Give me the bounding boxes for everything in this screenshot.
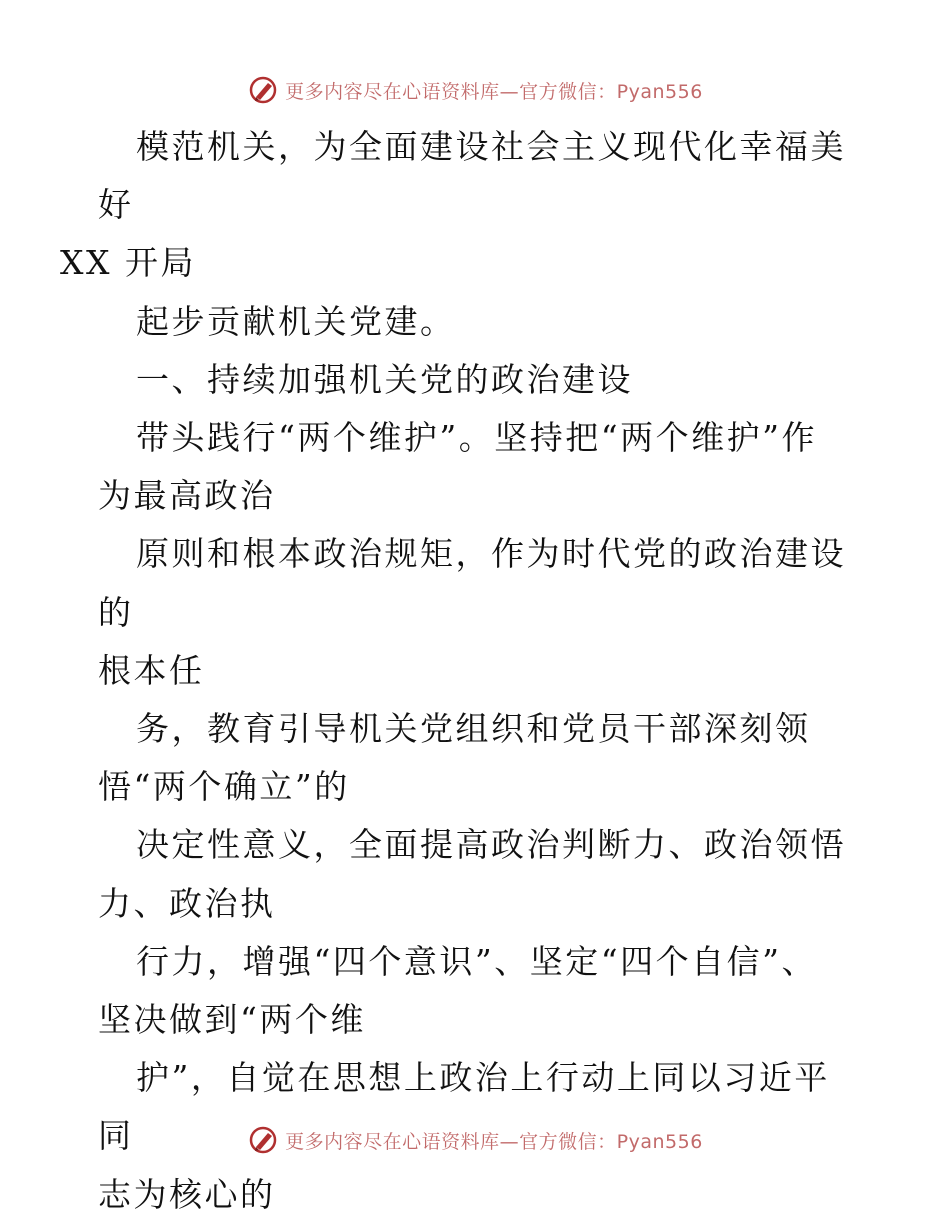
paragraph (98, 293, 858, 351)
text-line: 一、持续加强机关党的政治建设 (136, 359, 633, 399)
document-body (60, 118, 858, 1224)
paragraph (98, 816, 858, 932)
watermark-text: 更多内容尽在心语资料库—官方微信：Pyan556 (285, 80, 703, 103)
footer-watermark (0, 1120, 950, 1160)
text-line: 力、政治执 (98, 883, 276, 923)
text-line: 带头践行“两个维护”。坚持把“两个维护”作 (136, 418, 817, 458)
header-watermark (0, 70, 950, 110)
text-line: 行力，增强“四个意识”、坚定“四个自信”、 (136, 941, 817, 981)
text-line: 决定性意义，全面提高政治判断力、政治领悟 (136, 825, 846, 865)
text-line: 务，教育引导机关党组织和党员干部深刻领 (136, 709, 811, 749)
paragraph (98, 700, 858, 816)
text-line: 护”，自觉在思想上政治上行动上同以习近平同 (98, 1058, 830, 1156)
text-line: 模范机关，为全面建设社会主义现代化幸福美好 (98, 127, 846, 225)
text-line: 志为核心的 (98, 1174, 276, 1214)
section-heading (98, 351, 858, 409)
text-line: 坚决做到“两个维 (98, 1000, 366, 1040)
pen-circle-logo-icon (247, 1124, 279, 1156)
paragraph (60, 118, 858, 293)
text-line: 原则和根本政治规矩，作为时代党的政治建设的 (98, 534, 846, 632)
text-line: XX 开局 (60, 243, 196, 283)
text-line: 起步贡献机关党建。 (136, 301, 456, 341)
watermark-text: 更多内容尽在心语资料库—官方微信：Pyan556 (285, 1130, 703, 1153)
paragraph (98, 525, 858, 700)
paragraph (98, 933, 858, 1049)
text-line: 根本任 (98, 650, 205, 690)
paragraph (98, 409, 858, 525)
text-line: 为最高政治 (98, 476, 276, 516)
pen-circle-logo-icon (247, 74, 279, 106)
text-line: 悟“两个确立”的 (98, 767, 350, 807)
